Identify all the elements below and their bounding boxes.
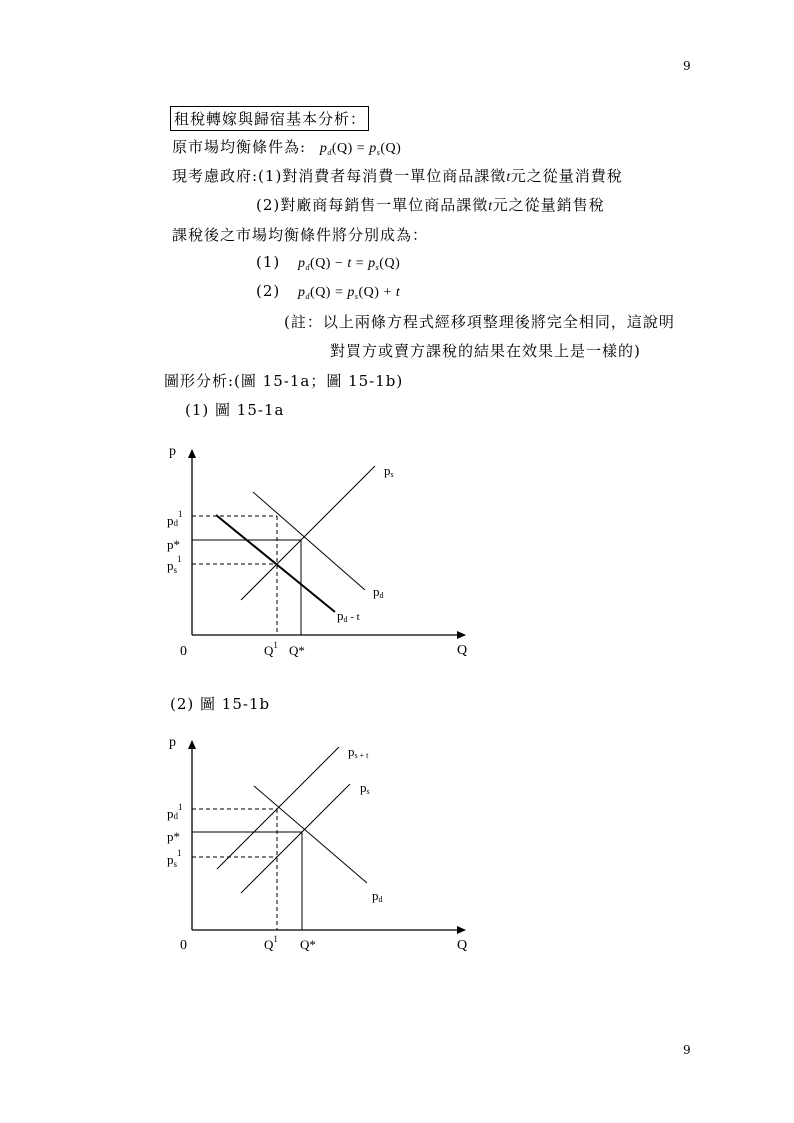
graph-b-tick-qstar: Q*	[300, 937, 316, 952]
note-line-1: (註：以上兩條方程式經移項整理後將完全相同，這說明	[284, 313, 675, 331]
graph-b-y-axis-label: p	[169, 735, 176, 750]
graph-a-demand-label: pd	[373, 584, 384, 600]
government-tax-line-1: 現考慮政府:(1)對消費者每消費一單位商品課徵t元之從量消費稅	[172, 167, 623, 185]
figure-b-caption: (2) 圖 15-1b	[170, 695, 271, 713]
graph-b-tick-pd1: $pd^1$	[167, 802, 183, 821]
equation-seller-tax: (2) $p_d(Q) = p_s(Q) + t$	[256, 282, 401, 301]
after-tax-equilibrium-intro: 課稅後之市場均衡條件將分別成為：	[172, 226, 429, 244]
graph-a-x-axis-label: Q	[457, 643, 468, 658]
graph-a-supply-label: ps	[384, 463, 394, 479]
graph-a-tick-q1: $Q^1$	[264, 640, 278, 658]
graph-b-demand-curve	[254, 786, 367, 883]
note-line-2: 對買方或賣方課稅的結果在效果上是一樣的)	[330, 342, 641, 360]
equation-consumer-tax: (1) $p_d(Q) - t = p_s(Q)$	[256, 253, 401, 272]
graph-a-demand-minus-tax-label: pd - t	[337, 608, 360, 624]
graph-a-tick-pstar: p*	[167, 537, 180, 552]
government-tax-line-2: (2)對廠商每銷售一單位商品課徵t元之從量銷售稅	[256, 196, 605, 214]
graph-b-tick-pstar: p*	[167, 829, 180, 844]
graph-b-origin-label: 0	[180, 938, 187, 953]
graph-b-x-axis-label: Q	[457, 938, 468, 953]
graph-b-tick-q1: $Q^1$	[264, 934, 278, 952]
graph-b-supply-plus-tax-curve	[217, 747, 339, 869]
figure-a-caption: (1) 圖 15-1a	[185, 401, 285, 419]
graph-b-supply-plus-tax-label: ps + t	[348, 744, 369, 760]
original-equilibrium-label: 原市場均衡條件為:	[172, 138, 307, 156]
graph-a-tick-pd1: $pd^1$	[167, 509, 183, 528]
graph-b-tick-ps1: $p_s^1$	[167, 848, 182, 869]
graph-b-supply-label: ps	[360, 780, 370, 796]
equation-original: $p_d(Q) = p_s(Q)$	[319, 141, 402, 157]
page-number-bottom: 9	[683, 1043, 691, 1057]
graph-a-origin-label: 0	[180, 644, 187, 659]
section-heading: 租稅轉嫁與歸宿基本分析：	[170, 106, 369, 131]
graph-a-tick-ps1: $p_s^1$	[167, 554, 182, 575]
graph-b-demand-label: pd	[372, 888, 383, 904]
page-number-top: 9	[683, 59, 691, 73]
figure-analysis-heading: 圖形分析:(圖 15-1a；圖 15-1b)	[164, 372, 404, 390]
graph-b-supply-curve	[241, 784, 350, 893]
graph-a-tick-qstar: Q*	[289, 643, 305, 658]
graph-a-y-axis-label: p	[169, 444, 176, 459]
